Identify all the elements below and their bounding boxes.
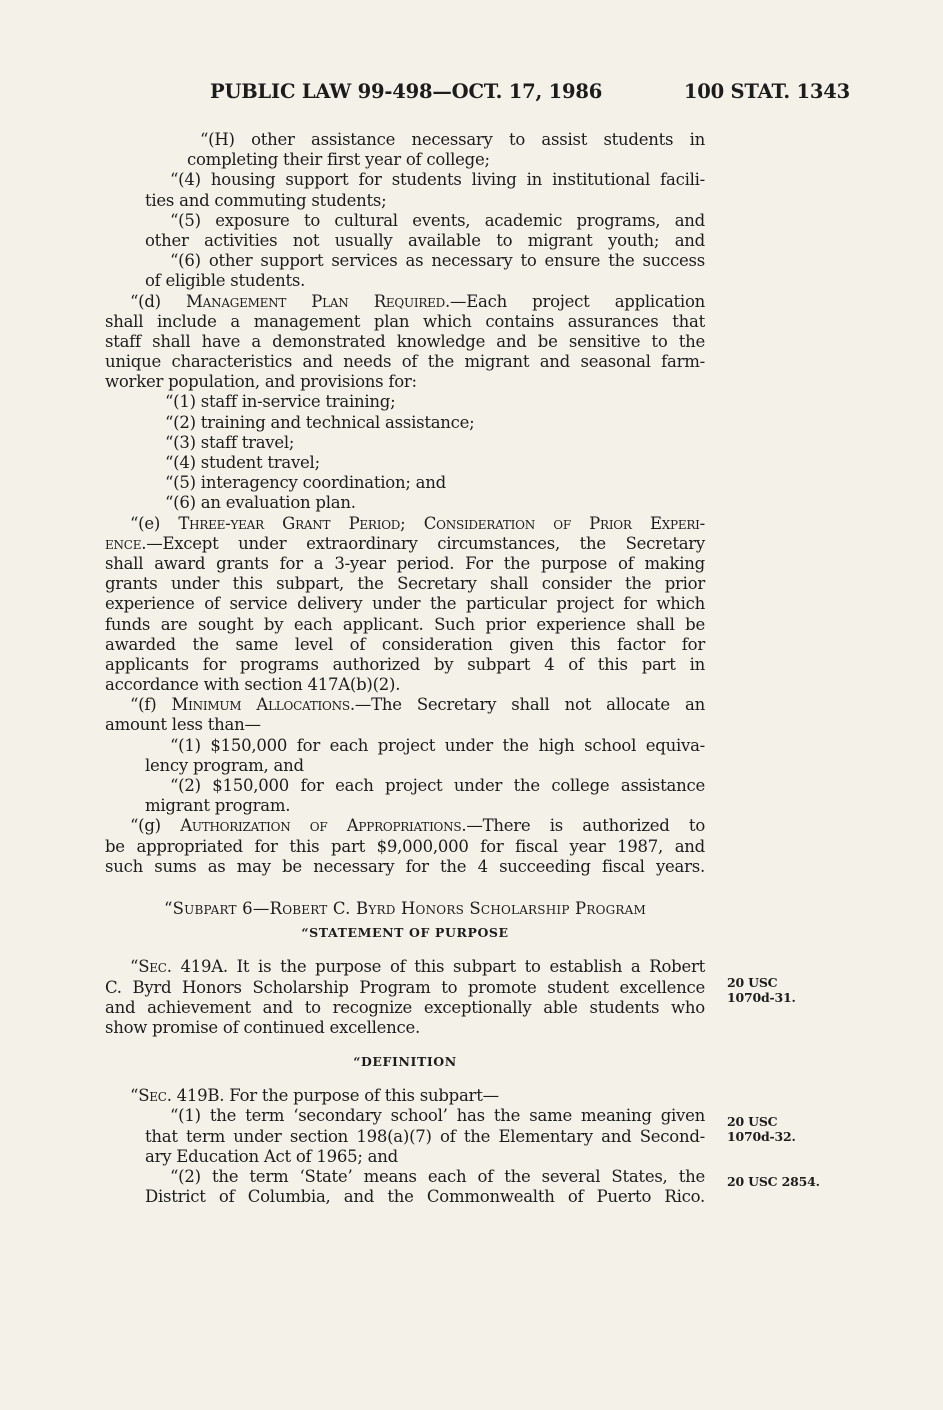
section-caption: ence <box>105 533 142 553</box>
text-line-rest: .—Except under extraordinary circumstances, the Secretary <box>141 533 705 553</box>
page-header <box>210 80 850 110</box>
text-line-lead: such sums as may be necessary for the 4 succeeding fiscal years. <box>105 856 705 876</box>
text-line <box>105 514 705 534</box>
text-line-lead: District of Columbia, and the Commonwealth of Puerto Rico. <box>145 1187 705 1207</box>
text-line-lead: “(1) the term ‘secondary school’ has the same meaning given <box>170 1106 705 1126</box>
text-line <box>105 1187 705 1207</box>
text-line-lead: “(2) the term ‘State’ means each of the several States, the <box>170 1167 705 1186</box>
text-line <box>105 453 705 473</box>
text-line <box>105 594 705 614</box>
margin-note-419b <box>727 1114 796 1144</box>
section-d-g-text <box>105 130 705 877</box>
section-caption: Authorization of Appropriations <box>180 816 462 836</box>
text-line-lead: “(2) $150,000 for each project under the college assistance <box>170 776 705 795</box>
text-line <box>105 978 705 998</box>
section-caption: Management Plan Required <box>186 291 445 311</box>
section-caption: Sec <box>138 1086 167 1106</box>
text-line-lead: migrant program. <box>145 796 291 816</box>
text-line-lead: “(4) student travel; <box>165 453 320 472</box>
text-line <box>105 796 705 816</box>
text-line <box>105 554 705 574</box>
text-line-lead: “(5) interagency coordination; and <box>165 473 446 493</box>
text-line <box>105 372 705 392</box>
text-line-rest: . 419A. It is the purpose of this subpart to establish a Robert <box>166 957 705 977</box>
text-line <box>105 413 705 433</box>
text-line-lead: grants under this subpart, the Secretary shall consider the prior <box>105 574 705 594</box>
text-line-lead: of eligible students. <box>145 271 306 291</box>
section-caption: Sec <box>138 957 167 977</box>
text-line <box>105 675 705 695</box>
text-line <box>105 312 705 332</box>
text-line-lead: accordance with section 417A(b)(2). <box>105 675 401 695</box>
text-line-rest: .—The Secretary shall not allocate an <box>349 695 705 715</box>
text-line-lead: C. Byrd Honors Scholarship Program to promote student excellence <box>105 977 705 997</box>
text-line <box>105 615 705 635</box>
text-line-lead: be appropriated for this part $9,000,000 for fiscal year 1987, and <box>105 836 705 856</box>
text-line <box>105 776 705 796</box>
text-line <box>105 211 705 231</box>
text-line <box>105 292 705 312</box>
text-line-lead: ties and commuting students; <box>145 190 387 210</box>
text-line-lead: “(4) housing support for students living in institutional facili- <box>170 170 705 190</box>
text-line <box>105 857 705 877</box>
text-line <box>105 1167 705 1187</box>
text-line-lead: completing their first year of college; <box>187 150 490 170</box>
subpart-heading: “Subpart 6—Robert C. Byrd Honors Scholarship Program <box>164 898 646 918</box>
margin-note-2854 <box>727 1174 820 1189</box>
text-line <box>105 715 705 735</box>
header-law-citation: PUBLIC LAW 99-498—OCT. 17, 1986 <box>210 80 603 103</box>
text-line <box>105 655 705 675</box>
text-line-lead: “(d) <box>130 291 187 311</box>
text-line-rest: .—Each project application <box>445 291 706 311</box>
margin-note-line: 1070d-31. <box>727 990 796 1005</box>
text-line <box>105 231 705 251</box>
text-line-lead: “(6) other support services as necessary to ensure the success <box>170 251 705 271</box>
text-line-lead: “(g) <box>130 816 181 836</box>
text-line <box>105 1018 705 1038</box>
text-line <box>105 998 705 1018</box>
section-419b-text <box>105 1086 705 1207</box>
text-line-lead: staff shall have a demonstrated knowledge and be sensitive to the <box>105 331 705 351</box>
text-line-lead: lency program, and <box>145 755 304 775</box>
text-line-rest: . 419B. For the purpose of this subpart— <box>166 1086 499 1106</box>
text-line <box>105 191 705 211</box>
text-line <box>105 574 705 594</box>
header-stat-page: 100 STAT. 1343 <box>683 80 850 103</box>
text-line-lead: “(2) training and technical assistance; <box>165 412 475 432</box>
text-line-lead: ary Education Act of 1965; and <box>145 1146 398 1166</box>
text-line-lead: “ <box>130 957 139 977</box>
text-line-lead: “(1) $150,000 for each project under the high school equiva- <box>170 735 705 755</box>
text-line <box>105 534 705 554</box>
text-line-lead: experience of service delivery under the particular project for which <box>105 594 705 614</box>
text-line-lead: “(H) other assistance necessary to assist students in <box>200 130 705 149</box>
text-line <box>105 816 705 836</box>
section-caption: Minimum Allocations <box>171 695 350 715</box>
text-line <box>105 695 705 715</box>
text-line-lead: shall award grants for a 3-year period. For the purpose of making <box>105 553 705 573</box>
text-line-lead: applicants for programs authorized by subpart 4 of this part in <box>105 654 705 674</box>
text-line <box>105 150 705 170</box>
margin-note-line: 20 USC <box>727 1114 778 1129</box>
margin-note-line: 20 USC 2854. <box>727 1174 820 1189</box>
section-419a-text <box>105 957 705 1038</box>
text-line-lead: funds are sought by each applicant. Such prior experience shall be <box>105 614 705 634</box>
text-line-rest: .—There is authorized to <box>461 816 705 836</box>
text-line <box>105 473 705 493</box>
text-line-lead: amount less than— <box>105 715 261 735</box>
margin-note-line: 20 USC <box>727 975 778 990</box>
text-line-lead: unique characteristics and needs of the migrant and seasonal farm- <box>105 352 705 372</box>
text-line-lead: “(3) staff travel; <box>165 432 295 452</box>
text-line-lead: awarded the same level of consideration given this factor for <box>105 634 705 654</box>
text-line <box>105 736 705 756</box>
text-line <box>105 1127 705 1147</box>
text-line <box>105 957 705 977</box>
text-line <box>105 271 705 291</box>
text-line <box>105 130 705 150</box>
text-line-lead: other activities not usually available to migrant youth; and <box>145 230 705 250</box>
text-line-lead: show promise of continued excellence. <box>105 1017 421 1037</box>
text-line <box>105 1147 705 1167</box>
text-line <box>105 392 705 412</box>
margin-note-419a <box>727 975 796 1005</box>
text-line-lead: that term under section 198(a)(7) of the Elementary and Second- <box>145 1126 705 1146</box>
statement-of-purpose-heading: “STATEMENT OF PURPOSE <box>301 925 509 941</box>
text-line <box>105 1086 705 1106</box>
text-line <box>105 635 705 655</box>
text-line <box>105 332 705 352</box>
text-line <box>105 251 705 271</box>
text-line <box>105 493 705 513</box>
text-line-lead: “(f) <box>130 695 172 715</box>
text-line-lead: worker population, and provisions for: <box>105 372 417 392</box>
text-line-lead: “(6) an evaluation plan. <box>165 493 356 513</box>
text-line-lead: “(1) staff in-service training; <box>165 392 396 412</box>
text-line <box>105 1106 705 1126</box>
text-line-lead: “(e) <box>130 513 179 533</box>
text-line-lead: “ <box>130 1086 139 1106</box>
text-line-lead: and achievement and to recognize exceptionally able students who <box>105 997 705 1017</box>
text-line <box>105 170 705 190</box>
text-line <box>105 352 705 372</box>
text-line <box>105 756 705 776</box>
section-caption: Three-year Grant Period; Consideration of Prior Experi- <box>178 513 705 533</box>
text-line <box>105 433 705 453</box>
definition-heading: “DEFINITION <box>353 1054 457 1070</box>
text-line <box>105 837 705 857</box>
text-line-lead: “(5) exposure to cultural events, academic programs, and <box>170 210 705 230</box>
body-text <box>105 130 705 1207</box>
text-line-lead: shall include a management plan which contains assurances that <box>105 311 705 331</box>
margin-note-line: 1070d-32. <box>727 1129 796 1144</box>
